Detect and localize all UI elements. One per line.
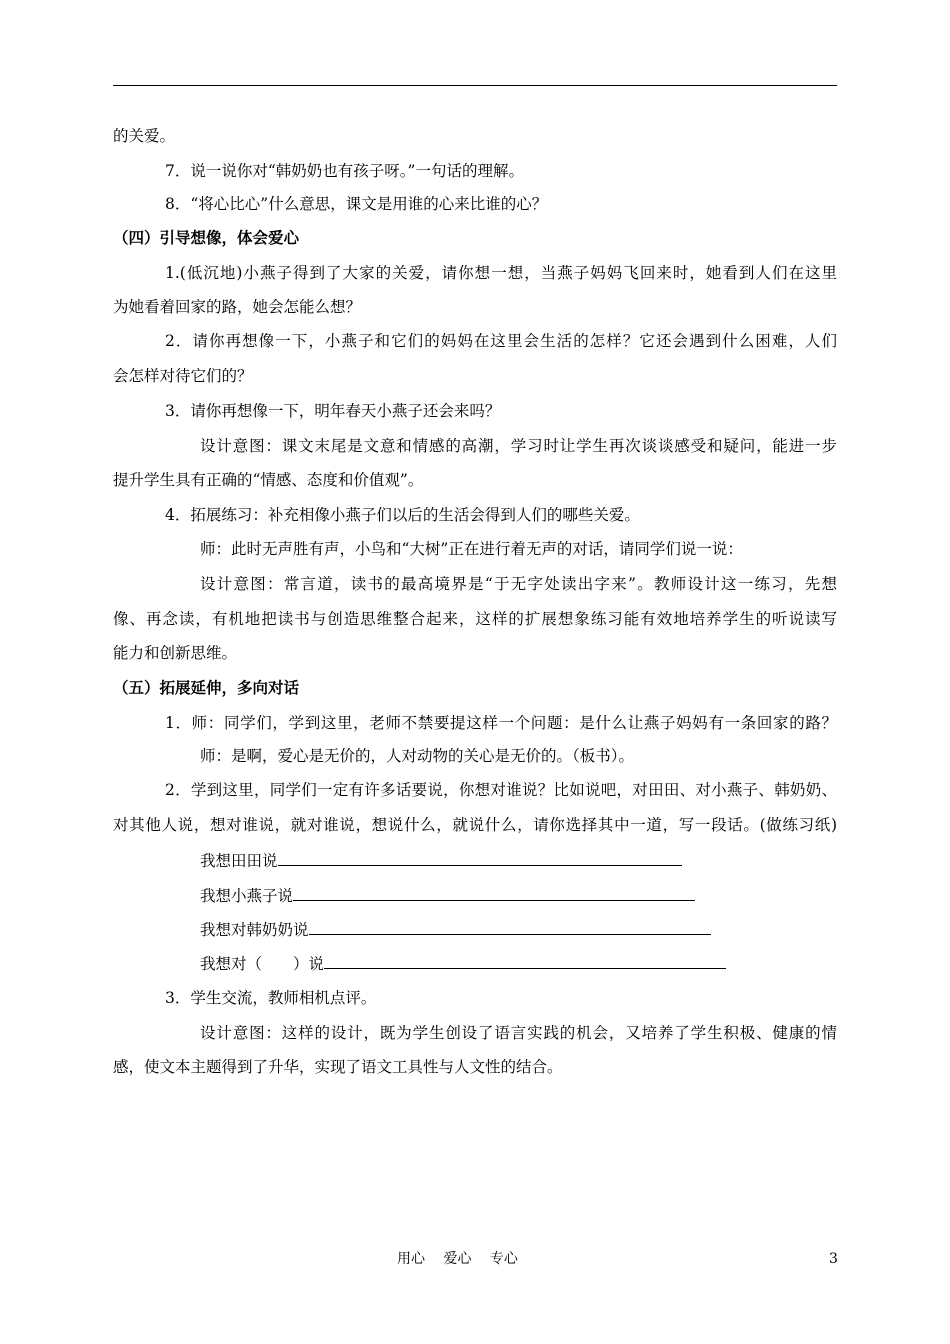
design-intent-line: 设计意图：这样的设计，既为学生创设了语言实践的机会，又培养了学生积极、健康的情 (200, 1024, 837, 1042)
body-line: 7．说一说你对“韩奶奶也有孩子呀。”一句话的理解。 (165, 162, 524, 180)
body-line: 3．请你再想像一下，明年春天小燕子还会来吗？ (165, 402, 501, 420)
writing-prompt-label: 我想对韩奶奶说 (200, 921, 309, 939)
body-line: 感，使文本主题得到了升华，实现了语文工具性与人文性的结合。 (113, 1058, 563, 1076)
design-intent-line: 设计意图：常言道，读书的最高境界是“于无字处读出字来”。教师设计这一练习，先想 (200, 575, 837, 593)
writing-blank[interactable] (293, 885, 695, 901)
page-number: 3 (829, 1251, 838, 1267)
body-line: 对其他人说，想对谁说，就对谁说，想说什么，就说什么，请你选择其中一道，写一段话。(做练习纸) (113, 816, 837, 834)
body-line: 1.(低沉地)小燕子得到了大家的关爱，请你想一想，当燕子妈妈飞回来时，她看到人们在这里 (165, 264, 837, 282)
writing-prompt (200, 919, 837, 940)
body-line: 8．“将心比心”什么意思，课文是用谁的心来比谁的心？ (165, 195, 548, 213)
design-intent-line: 设计意图：课文末尾是文意和情感的高潮，学习时让学生再次谈谈感受和疑问，能进一步 (200, 437, 837, 455)
body-line: 师：是啊，爱心是无价的，人对动物的关心是无价的。（板书）。 (200, 747, 635, 765)
body-line: 为她看着回家的路，她会怎能么想？ (113, 298, 362, 316)
body-line: 像、再念读，有机地把读书与创造思维整合起来，这样的扩展想象练习能有效地培养学生的听说读写 (113, 610, 837, 628)
writing-blank[interactable] (278, 850, 682, 866)
header-rule (113, 85, 837, 86)
writing-prompt (200, 953, 837, 974)
body-line: 2．请你再想像一下，小燕子和它们的妈妈在这里会生活的怎样？它还会遇到什么困难，人们 (165, 332, 837, 350)
body-line: 能力和创新思维。 (113, 644, 238, 662)
writing-prompt-label: 我想田田说 (200, 852, 278, 870)
body-line: 4．拓展练习：补充相像小燕子们以后的生活会得到人们的哪些关爱。 (165, 506, 640, 524)
writing-blank[interactable] (309, 919, 711, 935)
writing-prompt (200, 885, 837, 906)
writing-prompt (200, 850, 837, 871)
body-line: 2．学到这里，同学们一定有许多话要说，你想对谁说？比如说吧，对田田、对小燕子、韩奶奶、 (165, 781, 837, 799)
section-heading: （五）拓展延伸，多向对话 (113, 678, 300, 697)
footer-motto: 用心 爱心 专心 (397, 1251, 518, 1267)
body-line: 师：此时无声胜有声，小鸟和“大树”正在进行着无声的对话，请同学们说一说： (200, 540, 743, 558)
body-line: 3．学生交流，教师相机点评。 (165, 989, 377, 1007)
body-line: 的关爱。 (113, 127, 176, 145)
body-line: 提升学生具有正确的“情感、态度和价值观”。 (113, 471, 424, 489)
writing-prompt-label: 我想小燕子说 (200, 887, 294, 905)
body-line: 会怎样对待它们的？ (113, 367, 253, 385)
section-heading: （四）引导想像，体会爱心 (113, 228, 300, 247)
writing-prompt-label: 我想对（ ）说 (200, 955, 325, 973)
writing-blank[interactable] (324, 953, 726, 969)
body-line: 1．师：同学们，学到这里，老师不禁要提这样一个问题：是什么让燕子妈妈有一条回家的路？ (165, 714, 837, 732)
